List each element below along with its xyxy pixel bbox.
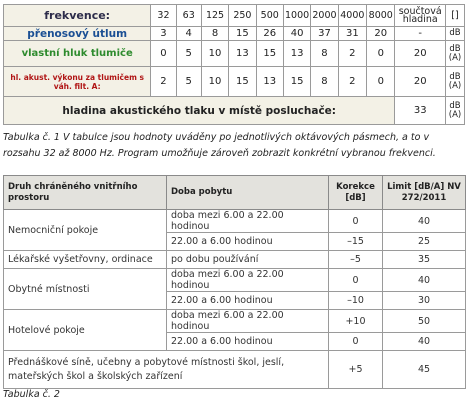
sum-cell: - <box>395 27 446 41</box>
limit-header: Limit [dB/A] NV 272/2011 <box>383 176 466 210</box>
value-cell: 15 <box>229 27 256 41</box>
limit-cell: 40 <box>383 210 466 233</box>
stay-time-header: Doba pobytu <box>167 176 329 210</box>
value-cell: 20 <box>367 27 395 41</box>
listener-level-row <box>4 97 465 125</box>
space-type-header: Druh chráněného vnitřního prostoru <box>4 176 167 210</box>
limit-cell: 50 <box>383 310 466 333</box>
value-cell: 13 <box>229 41 256 67</box>
stay-time-cell: 22.00 a 6.00 hodinou <box>167 292 329 310</box>
value-cell: 3 <box>151 27 176 41</box>
table2-caption: Tabulka č. 2 <box>3 389 60 400</box>
attenuation-label: přenosový útlum <box>4 27 151 41</box>
unit-cell: dB (A) <box>445 41 464 67</box>
listener-level-label: hladina akustického tlaku v místě posluchače: <box>4 97 395 125</box>
value-cell: 5 <box>176 41 201 67</box>
freq-cell: 1000 <box>283 5 310 27</box>
correction-cell: 0 <box>329 269 383 292</box>
value-cell: 0 <box>151 41 176 67</box>
correction-cell: 0 <box>329 333 383 351</box>
silencer-noise-label: vlastní hluk tlumiče <box>4 41 151 67</box>
value-cell: 2 <box>338 67 366 97</box>
value-cell: 8 <box>311 67 338 97</box>
space-type-cell: Nemocniční pokoje <box>4 210 167 251</box>
correction-cell: +10 <box>329 310 383 333</box>
limit-cell: 35 <box>383 251 466 269</box>
weighted-power-label: hl. akust. výkonu za tlumičem s váh. filt. A: <box>4 67 151 97</box>
value-cell: 8 <box>311 41 338 67</box>
freq-cell: 63 <box>176 5 201 27</box>
sum-cell: 33 <box>395 97 446 125</box>
value-cell: 40 <box>283 27 310 41</box>
attenuation-row <box>4 27 465 41</box>
value-cell: 8 <box>201 27 228 41</box>
unit-cell: dB (A) <box>445 67 464 97</box>
value-cell: 26 <box>256 27 283 41</box>
freq-cell: 8000 <box>367 5 395 27</box>
limit-cell: 40 <box>383 269 466 292</box>
frequency-header-row <box>4 5 465 27</box>
table-row <box>4 251 466 269</box>
limit-cell: 40 <box>383 333 466 351</box>
correction-header: Korekce [dB] <box>329 176 383 210</box>
freq-cell: 4000 <box>338 5 366 27</box>
freq-cell: 125 <box>201 5 228 27</box>
space-type-cell: Lékařské vyšetřovny, ordinace <box>4 251 167 269</box>
stay-time-cell: po dobu používání <box>167 251 329 269</box>
silencer-noise-row <box>4 41 465 67</box>
table-row <box>4 310 466 333</box>
correction-cell: +5 <box>329 351 383 389</box>
sum-cell: 20 <box>395 41 446 67</box>
value-cell: 31 <box>338 27 366 41</box>
value-cell: 2 <box>151 67 176 97</box>
limit-cell: 45 <box>383 351 466 389</box>
value-cell: 4 <box>176 27 201 41</box>
space-type-cell: Hotelové pokoje <box>4 310 167 351</box>
value-cell: 37 <box>311 27 338 41</box>
limit-cell: 30 <box>383 292 466 310</box>
noise-limits-table <box>3 175 466 389</box>
value-cell: 10 <box>201 41 228 67</box>
value-cell: 2 <box>338 41 366 67</box>
space-type-cell: Přednáškové síně, učebny a pobytové místnosti škol, jeslí, mateřských škol a školských zařízení <box>4 351 329 389</box>
stay-time-cell: doba mezi 6.00 a 22.00 hodinou <box>167 310 329 333</box>
frequency-label: frekvence: <box>4 5 151 27</box>
correction-cell: 0 <box>329 210 383 233</box>
value-cell: 13 <box>256 67 283 97</box>
unit-cell: dB <box>445 27 464 41</box>
table-row <box>4 210 466 233</box>
correction-cell: –10 <box>329 292 383 310</box>
value-cell: 13 <box>283 41 310 67</box>
table-row <box>4 269 466 292</box>
freq-cell: 32 <box>151 5 176 27</box>
value-cell: 5 <box>176 67 201 97</box>
value-cell: 15 <box>283 67 310 97</box>
stay-time-cell: doba mezi 6.00 a 22.00 hodinou <box>167 210 329 233</box>
unit-header: [] <box>445 5 464 27</box>
unit-cell: dB (A) <box>445 97 464 125</box>
correction-cell: –15 <box>329 233 383 251</box>
space-type-cell: Obytné místnosti <box>4 269 167 310</box>
correction-cell: –5 <box>329 251 383 269</box>
value-cell: 15 <box>229 67 256 97</box>
value-cell: 0 <box>367 67 395 97</box>
weighted-power-row <box>4 67 465 97</box>
stay-time-cell: 22.00 a 6.00 hodinou <box>167 233 329 251</box>
stay-time-cell: 22.00 a 6.00 hodinou <box>167 333 329 351</box>
freq-cell: 250 <box>229 5 256 27</box>
sum-cell: 20 <box>395 67 446 97</box>
freq-cell: 500 <box>256 5 283 27</box>
freq-cell: 2000 <box>311 5 338 27</box>
stay-time-cell: doba mezi 6.00 a 22.00 hodinou <box>167 269 329 292</box>
octave-band-table <box>3 4 465 125</box>
value-cell: 10 <box>201 67 228 97</box>
table2-header-row <box>4 176 466 210</box>
value-cell: 0 <box>367 41 395 67</box>
sum-level-header: součtová hladina <box>395 5 446 27</box>
value-cell: 15 <box>256 41 283 67</box>
table-row <box>4 351 466 389</box>
table1-caption: Tabulka č. 1 V tabulce jsou hodnoty uváděny po jednotlivých oktávových pásmech, a to v rozsahu 32 až 8000 Hz. Program umožňuje zároveň zobrazit konkrétní vybranou frekvenci. <box>3 132 436 159</box>
limit-cell: 25 <box>383 233 466 251</box>
